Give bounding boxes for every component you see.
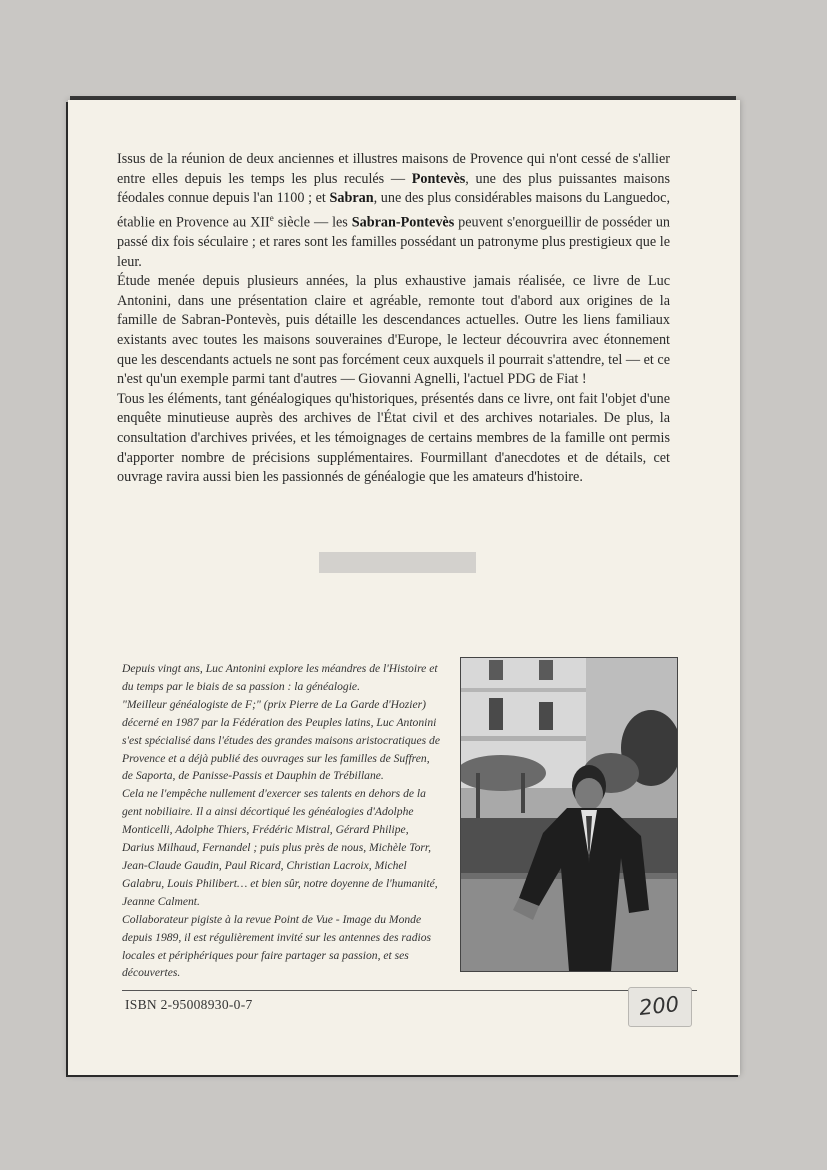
- blurb-text-segment: Issus de la réunion de deux anciennes et illustres maisons de Provence qui n'ont cessé de s'allier entre elles depuis les temps les plus reculés —: [117, 151, 670, 187]
- family-name-sabran-pontevès: Sabran-Pontevès: [351, 214, 455, 231]
- bio-paragraph-1: Depuis vingt ans, Luc Antonini explore les méandres de l'Histoire et du temps par le biais de sa passion : la généalogie.: [122, 662, 438, 693]
- price-sticker: [628, 987, 692, 1027]
- blurb-text-segment: , une des plus considérables maisons du Languedoc, établie en Provence au XII: [117, 190, 670, 231]
- author-photo-image: [461, 658, 677, 971]
- blurb-text: [117, 150, 670, 488]
- author-bio: [122, 660, 440, 982]
- author-photo: [460, 657, 678, 972]
- isbn-number: ISBN 2-95008930-0-7: [125, 997, 253, 1012]
- grey-bar-divider: [319, 552, 476, 573]
- family-name-sabran: Sabran: [329, 190, 374, 207]
- blurb-text-segment: peuvent s'enorgueillir de posséder un passé dix fois séculaire ; et rares sont les familles possédant un patronyme plus prestigieux que le leur.: [117, 214, 671, 270]
- footer-rule: [122, 990, 697, 991]
- bio-paragraph-4: Collaborateur pigiste à la revue Point de Vue - Image du Monde depuis 1989, il est régulièrement invité sur les antennes des radios locales et périphériques pour faire partager sa passion, et ses découvertes.: [122, 912, 432, 980]
- bio-paragraph-3: Cela ne l'empêche nullement d'exercer ses talents en dehors de la gent nobiliaire. Il a ainsi décortiqué les généalogies d'Adolphe Monticelli, Adolphe Thiers, Frédéric Mistral, Gérard Philipe, Darius Milhaud, Fernandel ; puis plus près de nous, Michèle Torr, Jean-Claude Gaudin, Paul Ricard, Christian Lacroix, Michel Galabru, Louis Philibert… et bien sûr, notre doyenne de l'humanité, Jeanne Calment.: [122, 787, 438, 908]
- price-label: 200: [637, 991, 681, 1021]
- blurb-paragraph-1: [117, 150, 670, 272]
- blurb-text-segment: , une des plus puissantes maisons féodales connue depuis l'an 1100 ; et: [117, 170, 670, 207]
- bio-paragraph-2: "Meilleur généalogiste de F;" (prix Pierre de La Garde d'Hozier) décerné en 1987 par la Fédération des Peuples latins, Luc Antonini s'est spécialisé dans l'études des grandes maisons aristocratiques de Provence et a déjà publié des ouvrages sur les familles de Suffren, de Saporta, de Panisse-Passis et Dauphin de Trébillane.: [122, 697, 440, 783]
- back-cover: [68, 100, 740, 1075]
- family-name-pontevès: Pontevès: [411, 170, 466, 187]
- century-superscript: e: [269, 212, 274, 223]
- blurb-paragraph-3: Tous les éléments, tant généalogiques qu'historiques, présentés dans ce livre, ont fait l'objet d'une enquête minutieuse auprès des archives de l'État civil et des archives notariales. De plus, la consultation d'archives privées, et les témoignages de certains membres de la famille ont permis d'apporter nombre de précisions supplémentaires. Fourmillant d'anecdotes et de détails, cet ouvrage ravira aussi bien les passionnés de généalogie que les amateurs d'histoire.: [117, 390, 670, 486]
- blurb-text-segment: siècle — les: [273, 214, 352, 231]
- blurb-paragraph-2: Étude menée depuis plusieurs années, la plus exhaustive jamais réalisée, ce livre de Luc Antonini, dans une présentation claire et agréable, remonte tout d'abord aux origines de la famille de Sabran-Pontevès, puis détaille les descendances actuelles. Outre les liens familiaux existants avec toutes les maisons souveraines d'Europe, le lecteur découvrira avec étonnement que les descendants actuels ne sont pas forcément ceux auxquels il pourrait s'attendre, tel — et ce n'est qu'un exemple parmi tant d'autres — Giovanni Agnelli, l'actuel PDG de Fiat !: [117, 273, 670, 388]
